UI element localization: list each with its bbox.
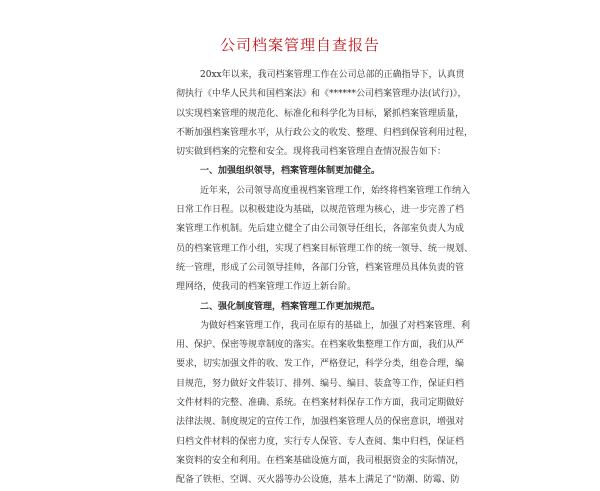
body-text-line: 日常工作日程。以积极建设为基础，以规范管理为核心，进一步完善了档 xyxy=(176,205,465,216)
body-text-line: 要求，切实加强文件的收、发工作，严格登记，科学分类，组卷合理，编 xyxy=(176,359,465,370)
body-text-line: 切实做到档案的完整和安全。现将我司档案管理自查情况报告如下： xyxy=(176,147,447,158)
body-text-line: 配备了铁柜、空调、灭火器等办公设施，基本上满足了“防潮、防霉、防 xyxy=(176,475,460,486)
body-text-line: 近年来，公司领导高度重视档案管理工作，始终将档案管理工作纳入 xyxy=(200,185,471,196)
body-text-line: 案资料的安全和利用。在档案基础设施方面，我司根据资金的实际情况， xyxy=(176,455,465,466)
body-text-line: 归档文件材料的保密力度，实行专人保管、专人查阅、集中归档，保证档 xyxy=(176,436,465,447)
document-body xyxy=(176,66,474,491)
body-text-line: 案管理工作机制。先后建立健全了由公司领导任组长，各部室负责人为成 xyxy=(176,224,465,235)
body-text-line: 用、保护、保密等规章制度的落实。在档案收集整理工作方面，我们从严 xyxy=(176,340,465,351)
body-text-line: 理网络，使我司的档案管理工作迈上新台阶。 xyxy=(176,282,357,293)
body-text-line: 目规范，努力做好文件装订、排列、编号、编目、装盒等工作，保证归档 xyxy=(176,378,465,389)
body-text-line: 员的档案管理工作小组，实现了档案目标管理工作的统一领导、统一规划、 xyxy=(176,243,474,254)
body-text-line: 为做好档案管理工作，我司在原有的基础上，加强了对档案管理、利 xyxy=(200,320,471,331)
section-heading: 二、强化制度管理，档案管理工作更加规范。 xyxy=(200,301,381,312)
document-title: 公司档案管理自查报告 xyxy=(219,36,380,54)
body-text-line: 法律法规、制度规定的宣传工作，加强档案管理人员的保密意识，增强对 xyxy=(176,417,465,428)
body-text-line: 20xx年以来，我司档案管理工作在公司总部的正确指导下，认真贯 xyxy=(200,70,465,80)
body-text-line: 不断加强档案管理水平，从行政公文的收发、整理、归档到保管利用过程， xyxy=(176,127,474,138)
body-text-line: 彻执行《中华人民共和国档案法》和《******公司档案管理办法(试行)》， xyxy=(176,89,467,100)
section-heading: 一、加强组织领导，档案管理体制更加健全。 xyxy=(200,166,381,177)
body-text-line: 统一管理，形成了公司领导挂帅，各部门分管，档案管理员具体负责的管 xyxy=(176,262,465,273)
body-text-line: 以实现档案管理的规范化、标准化和科学化为目标，紧抓档案管理质量， xyxy=(176,108,465,119)
body-text-line: 文件材料的完整、准确、系统。在档案材料保存工作方面，我司定期做好 xyxy=(176,398,465,409)
